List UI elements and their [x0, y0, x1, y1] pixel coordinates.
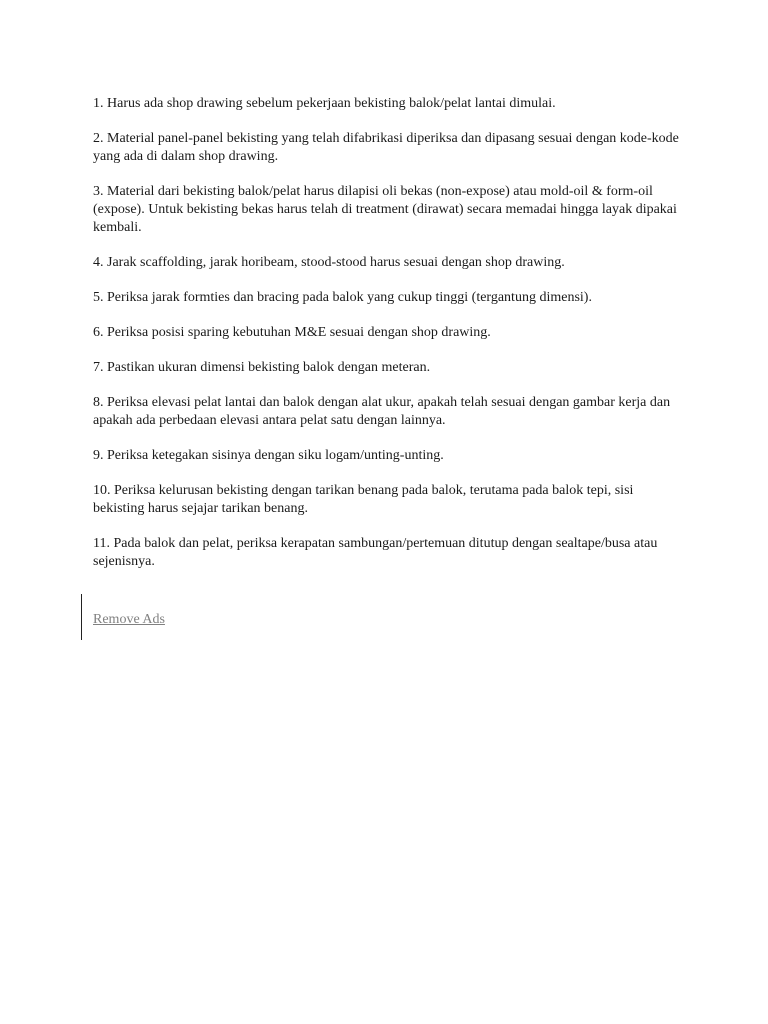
list-item: 4. Jarak scaffolding, jarak horibeam, stood-stood harus sesuai dengan shop drawing.: [93, 255, 565, 270]
list-item: 10. Periksa kelurusan bekisting dengan tarikan benang pada balok, terutama pada balok tepi, sisi bekisting harus sejajar tarikan benang.: [93, 483, 634, 516]
list-item: 2. Material panel-panel bekisting yang telah difabrikasi diperiksa dan dipasang sesuai dengan kode-kode yang ada di dalam shop drawing.: [93, 131, 679, 164]
list-item: 6. Periksa posisi sparing kebutuhan M&E sesuai dengan shop drawing.: [93, 325, 491, 340]
list-item: 1. Harus ada shop drawing sebelum pekerjaan bekisting balok/pelat lantai dimulai.: [93, 96, 556, 111]
list-item: 3. Material dari bekisting balok/pelat harus dilapisi oli bekas (non-expose) atau mold-oil & form-oil (expose). Untuk bekisting bekas harus telah di treatment (dirawat) secara memadai hingga layak dipakai kembali.: [93, 184, 677, 235]
ad-container: [81, 594, 165, 640]
list-item: 7. Pastikan ukuran dimensi bekisting balok dengan meteran.: [93, 360, 431, 375]
list-item: 5. Periksa jarak formties dan bracing pada balok yang cukup tinggi (tergantung dimensi).: [93, 290, 592, 305]
list-item: 8. Periksa elevasi pelat lantai dan balok dengan alat ukur, apakah telah sesuai dengan gambar kerja dan apakah ada perbedaan elevasi antara pelat satu dengan lainnya.: [93, 395, 671, 428]
list-item: 9. Periksa ketegakan sisinya dengan siku logam/unting-unting.: [93, 448, 444, 463]
remove-ads-link[interactable]: Remove Ads: [93, 612, 165, 627]
list-item: 11. Pada balok dan pelat, periksa kerapatan sambungan/pertemuan ditutup dengan sealtape/busa atau sejenisnya.: [93, 536, 658, 569]
document-body: [93, 95, 683, 588]
